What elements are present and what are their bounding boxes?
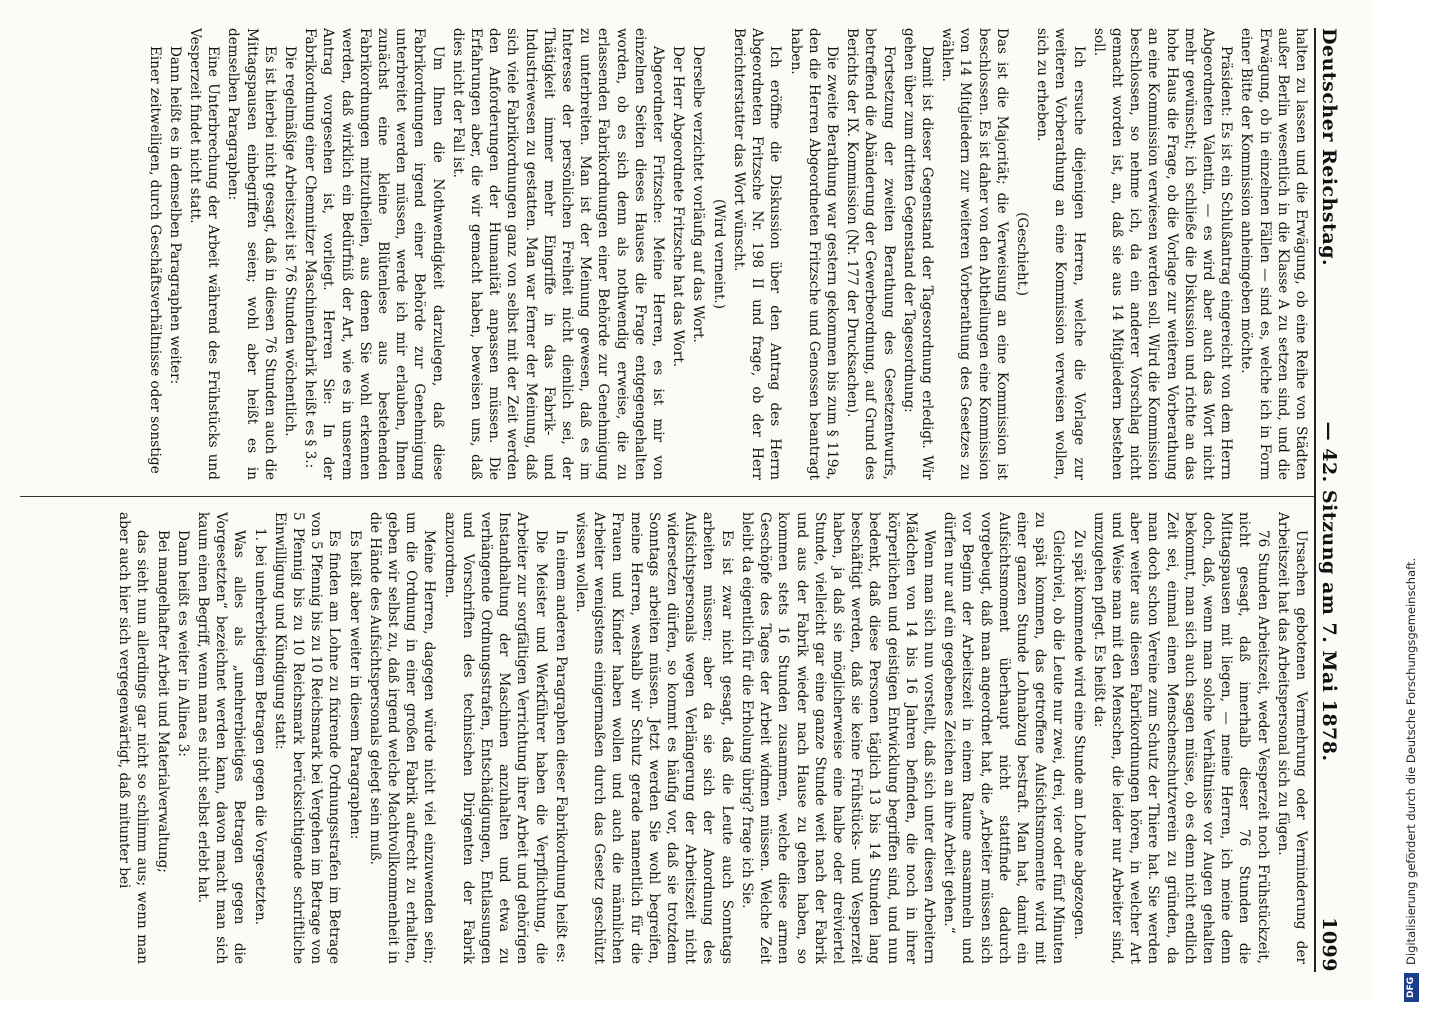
paragraph: (Wird verneint.) bbox=[710, 198, 727, 310]
paragraph: Einer zeitweiligen, durch Geschäftsverhältnisse oder sonstige bbox=[146, 46, 163, 474]
paragraph: Fortsetzung der zweiten Berathung des Gesetzentwurfs, betreffend die Abänderung der Gewerbeordnung, auf Grund des Berichts der IX. Kommission (Nr. 177 der Drucksachen). bbox=[844, 28, 897, 480]
paragraph: Bei mangelhafter Arbeit und Materialverwaltung; bbox=[154, 530, 171, 873]
paragraph: (Geschieht.) bbox=[1013, 212, 1030, 296]
paragraph: Gleichviel, ob die Leute nur zwei, drei, vier oder fünf Minuten zu spät kommen, das getroffene Aufsichtsmomente wird mit einer ganzen Stunde Lohnabzug bestraft. Man hat, damit ein Aufsichtsmoment überhaupt nicht stattfinde dadurch vorgebeugt, daß man angeordnet hat, die „Arbeiter müssen sich vor Beginn der Arbeitszeit in einem Raume ansammeln und dürfen nur auf ein gegebenes Zeichen an ihre Arbeit gehen.“ bbox=[941, 512, 1067, 964]
paragraph: In einem anderen Paragraphen dieser Fabrikordnung heißt es: bbox=[552, 530, 569, 963]
dfg-logo: DFG bbox=[1404, 973, 1419, 1002]
paragraph: Damit ist dieser Gegenstand der Tagesordnung erledigt. Wir gehen über zum dritten Gegenstand der Tagesordnung: bbox=[900, 28, 935, 480]
page-header bbox=[1314, 28, 1352, 972]
paragraph: Der Herr Abgeordnete Fritzsche hat das Wort. bbox=[670, 46, 687, 368]
paragraph: Ursachen gebotenen Vermehrung oder Verminderung der Arbeitszeit hat das Arbeitspersonal sich zu fügen. bbox=[1274, 512, 1309, 964]
paragraph: Meine Herren, dagegen würde nicht viel einzuwenden sein; um die Ordnung in einer großen Fabrik aufrecht zu erhalten, geben wir selbst zu, daß irgend welche Machtvollkommenheit in die Hände des Aufsichtspersonals gelegt sein muß. bbox=[366, 512, 438, 964]
paragraph: Wenn man sich nun vorstellt, daß sich unter diesen Arbeitern Mädchen von 14 bis 16 Jahren befinden, die noch in ihrer körperlichen und geistigen Entwicklung begriffen sind, und nun bedenkt, daß diese Personen täglich 13 bis 14 Stunden lang beschäftigt werden, daß sie keine Frühstücks- und Vesperzeit haben, ja daß sie möglicherweise eine halbe oder dreiviertel Stunde, vielleicht gar eine ganze Stunde weit nach der Fabrik und aus der Fabrik wieder nach Hause zu gehen haben, so kommen stets 16 Stunden zusammen, welche diese armen Geschöpfe des Tages der Arbeit widmen müssen. Welche Zeit bleibt da eigentlich für die Erholung übrig? frage ich Sie. bbox=[738, 512, 937, 964]
paragraph: Es finden am Lohne zu fixirende Ordnungsstrafen im Betrage von 5 Pfennig bis zu 10 Reichsmark bei Vergehen im Betrage von 5 Pfennig bis zu 10 Reichsmark berücksichtigende schriftliche Einwilligung und Kündigung statt: bbox=[271, 512, 343, 964]
text-column-left bbox=[16, 28, 1310, 480]
column-divider bbox=[20, 496, 1314, 497]
paragraph: Dann heißt es weiter in Alinea 3: bbox=[174, 530, 191, 757]
paragraph: Dann heißt es in demselben Paragraphen weiter: bbox=[166, 46, 183, 385]
paragraph: Eine Unterbrechung der Arbeit während des Frühstücks und Vesperzeit findet nicht statt. bbox=[187, 28, 222, 480]
header-left: Deutscher Reichstag. bbox=[1318, 28, 1340, 267]
paragraph: Was alles als „unehrerbietiges Betragen gegen die Vorgesetzten“ bezeichnet werden kann, davon macht man sich kaum einen Begriff, wenn man es nicht selbst erlebt hat. bbox=[195, 512, 248, 964]
paragraph: Abgeordneter Fritzsche: Meine Herren, es ist mir von einzelnen Seiten dieses Hauses die Frage entgegengehalten worden, ob es sich denn als nothwendig erweise, die zu erlassenden Fabrikordnungen einer Behörde zur Genehmigung zu unterbreiten. Man ist der Meinung gewesen, daß es im Interesse der persönlichen Freiheit nicht dienlich sei, der Thätigkeit immer mehr Eingriffe in das Fabrik- und Industriewesen zu gestatten. Man war ferner der Meinung, daß sich viele Fabrikordnungen ganz von selbst mit der Zeit werden den Anforderungen der Humanität anpassen müssen. Die Erfahrungen aber, die wir gemacht haben, beweisen uns, daß dies nicht der Fall ist. bbox=[449, 28, 667, 480]
text-column-right bbox=[16, 512, 1310, 964]
paragraph: Derselbe verzichtet vorläufig auf das Wort. bbox=[690, 46, 707, 343]
digitization-credit bbox=[1400, 2, 1422, 1010]
header-session: — 42. Sitzung am 7. Mai 1878. bbox=[1318, 421, 1340, 762]
page-number: 1099 bbox=[1318, 917, 1340, 972]
paragraph: 76 Stunden Arbeitszeit, weder Vesperzeit noch Frühstückzeit, nicht gesagt, daß innerhalb dieser 76 Stunden die Mittagspausen mit liegen, — meine Herren, ich meine denn doch, daß, wenn man solche Verhältnisse vor Augen gehalten bekommt, man sich auch sagen müsse, ob es denn nicht endlich Zeit sei, einmal einen Menschenschutzverein zu gründen, da man doch schon Vereine zum Schutz der Thiere hat. Sie werden aber weiter aus diesen Fabrikordnungen hören, in welcher Art und Weise man mit den Menschen, die leider nur Arbeiter sind, umzugehen pflegt. Es heißt da: bbox=[1090, 512, 1271, 964]
paragraph: Um Ihnen die Nothwendigkeit darzulegen, daß diese Fabrikordnungen irgend einer Behörde zur Genehmigung unterbreitet werden müssen, werde ich mir erlauben, Ihnen zunächst eine kleine Blütenlese aus bestehenden Fabrikordnungen mitzutheilen, aus denen Sie wohl erkennen werden, daß wirklich ein Bedürfniß der Art, wie es in unserem Antrag vorgesehen ist, vorliegt. Herren Sie: In der Fabrikordnung einer Chemnitzer Maschinenfabrik heißt es § 3.: bbox=[302, 28, 446, 480]
paragraph: Es heißt aber weiter in diesem Paragraphen: bbox=[346, 530, 363, 840]
paragraph: Die zweite Berathung war gestern gekommen bis zum § 119a, den die Herren Abgeordneten Fritzsche und Genossen beantragt haben. bbox=[787, 28, 840, 480]
paragraph: Die regelmäßige Arbeitszeit ist 76 Stunden wöchentlich. bbox=[282, 46, 299, 437]
paragraph: Das ist die Majorität; die Verweisung an eine Kommission ist beschlossen. Es ist daher von den Abtheilungen eine Kommission von 14 Mitgliedern zur weiteren Vorberathung des Gesetzes zu wählen. bbox=[939, 28, 1010, 480]
paragraph: Zu spät kommende wird eine Stunde am Lohne abgezogen. bbox=[1070, 530, 1087, 940]
paragraph: Es ist zwar nicht gesagt, daß die Leute auch Sonntags arbeiten müssen; aber da sie sich der Anordnung des Aufsichtspersonals wegen Verlängerung der Arbeitszeit nicht widersetzen dürfen, so kommt es häufig vor, daß sie trotzdem Sonntags arbeiten müssen. Jetzt werden Sie wohl begreifen, meine Herren, weshalb wir Schutz gerade namentlich für die Frauen und Kinder haben wollen und auch die männlichen Arbeiter wenigstens einigermaßen durch das Gesetz geschützt wissen wollen. bbox=[573, 512, 735, 964]
credit-text: Digitalisierung gefördert durch die Deutsche Forschungsgemeinschaft. bbox=[1404, 557, 1418, 965]
paragraph: Ich eröffne die Diskussion über den Antrag des Herrn Abgeordneten Fritzsche Nr. 198 II und frage, ob der Herr Berichterstatter das Wort wünscht. bbox=[730, 28, 784, 480]
paragraph: Ich ersuche diejenigen Herren, welche die Vorlage zur weiteren Vorberathung an eine Kommission verweisen wollen, sich zu erheben. bbox=[1034, 28, 1087, 480]
paragraph: das sieht nun allerdings gar nicht so schlimm aus; wenn man aber auch hier sich vergegenwärtigt, daß mitunter bei bbox=[116, 512, 151, 964]
paragraph: halten zu lassen und die Erwägung, ob eine Reihe von Städten außer Berlin wesentlich in die Klasse A zu setzen sind, und die Erwägung, ob in einzelnen Fällen — sind es, welche ich in Form einer Bitte der Kommission anheimgeben möchte. bbox=[1238, 28, 1309, 480]
paragraph: 1. bei unehrerbietigem Betragen gegen die Vorgesetzten. bbox=[251, 528, 268, 926]
paragraph: Es ist hierbei nicht gesagt, daß in diesen 76 Stunden auch die Mittagspausen einbegriffen seien; wohl aber heißt es in demselben Paragraphen: bbox=[225, 28, 278, 480]
paragraph: Präsident: Es ist ein Schlußantrag eingereicht von dem Herrn Abgeordneten Valentin, — es wird aber auch das Wort nicht mehr gewünscht; ich schließe die Diskussion und richte an das hohe Haus die Frage, ob die Vorlage zur weiteren Vorberathung an eine Kommission verwiesen werden soll. Wird die Kommission beschlossen, so nehme ich, da ein anderer Vorschlag nicht gemacht worden ist, an, daß sie aus 14 Mitgliedern bestehen soll. bbox=[1090, 28, 1235, 480]
paragraph: Die Meister und Werkführer haben die Verpflichtung, die Arbeiter zur sorgfältigen Verrichtung ihrer Arbeit und gehörigen Instandhaltung der Maschinen anzuhalten und etwa zu verhängende Ordnungsstrafen, Entschädigungen, Entlassungen und Vorschriften des technischen Dirigenten der Fabrik anzuordnen. bbox=[441, 512, 549, 964]
